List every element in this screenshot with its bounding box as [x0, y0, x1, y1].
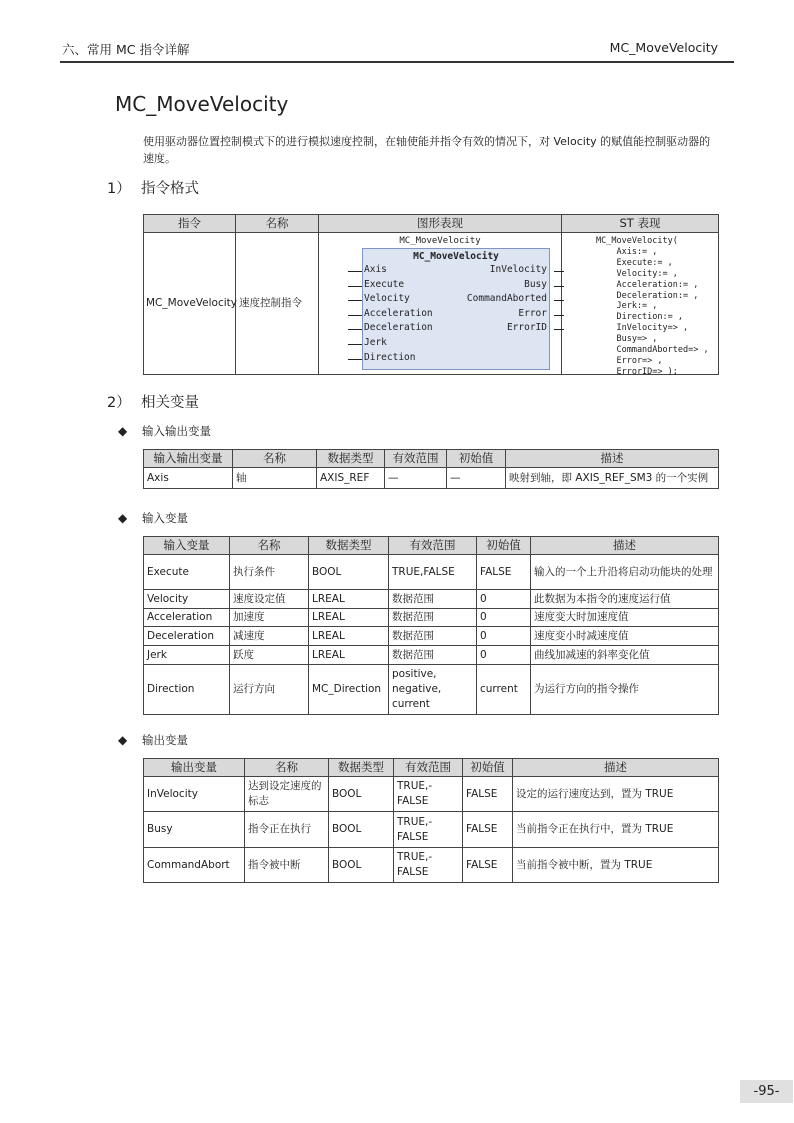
- col-header: 有效范围: [385, 450, 447, 468]
- table-cell: TRUE,-FALSE: [394, 777, 463, 812]
- table-cell: —: [447, 468, 506, 489]
- col-header: 有效范围: [394, 759, 463, 777]
- input-pin-label: Velocity: [364, 293, 410, 305]
- table-cell: 当前指令被中断，置为 TRUE: [513, 848, 719, 883]
- table-row: [144, 555, 719, 590]
- table-cell: 速度设定值: [230, 590, 309, 609]
- col-header: 指令: [144, 215, 236, 233]
- table-cell: Axis: [144, 468, 233, 489]
- fb-type-name: MC_MoveVelocity: [413, 251, 499, 262]
- format-table: [143, 214, 719, 375]
- table-cell: LREAL: [309, 609, 389, 627]
- col-header: 数据类型: [329, 759, 394, 777]
- table-cell: positive, negative, current: [389, 665, 477, 715]
- table-cell: 为运行方向的指令操作: [531, 665, 719, 715]
- table-cell: Jerk: [144, 646, 230, 665]
- table-cell: MC_Direction: [309, 665, 389, 715]
- col-header: 描述: [506, 450, 719, 468]
- col-header: 描述: [513, 759, 719, 777]
- table-cell: LREAL: [309, 590, 389, 609]
- table-cell: Deceleration: [144, 627, 230, 646]
- table-row: [144, 609, 719, 627]
- table-row: [144, 848, 719, 883]
- intro-paragraph: 使用驱动器位置控制模式下的进行模拟速度控制，在轴使能并指令有效的情况下，对 Velocity 的赋值能控制驱动器的速度。: [143, 135, 711, 165]
- table-row: [144, 468, 719, 489]
- table-cell: 指令正在执行: [245, 812, 329, 848]
- header-rule: [60, 61, 734, 63]
- subheading-label: 输入变量: [142, 511, 188, 525]
- table-cell: 映射到轴，即 AXIS_REF_SM3 的一个实例: [506, 468, 719, 489]
- table-cell: 0: [477, 590, 531, 609]
- section-label: 指令格式: [141, 181, 199, 197]
- col-header: 图形表现: [319, 215, 562, 233]
- table-cell: FALSE: [463, 848, 513, 883]
- col-header: 初始值: [477, 537, 531, 555]
- page-number: -95-: [740, 1080, 793, 1103]
- table-row: [144, 646, 719, 665]
- input-pin-label: Axis: [364, 264, 387, 275]
- subheading-label: 输出变量: [142, 733, 188, 747]
- table-row: [144, 812, 719, 848]
- table-cell: 0: [477, 609, 531, 627]
- table-cell: 速度变大时加速度值: [531, 609, 719, 627]
- section-number: 1）: [107, 181, 131, 197]
- col-header: 名称: [230, 537, 309, 555]
- table-cell: BOOL: [329, 812, 394, 848]
- table-cell: 曲线加减速的斜率变化值: [531, 646, 719, 665]
- name-cell: 速度控制指令: [236, 233, 319, 375]
- fb-diagram-cell: [319, 233, 562, 375]
- table-cell: BOOL: [329, 848, 394, 883]
- subheading-io-vars: [118, 423, 211, 439]
- col-header: 输入变量: [144, 537, 230, 555]
- table-cell: BOOL: [329, 777, 394, 812]
- diamond-bullet-icon: ◆: [118, 424, 128, 438]
- fb-instance-name: MC_MoveVelocity: [399, 236, 481, 246]
- output-pin-label: Error: [518, 307, 547, 319]
- table-cell: TRUE,-FALSE: [394, 812, 463, 848]
- col-header: 输出变量: [144, 759, 245, 777]
- function-block: [362, 248, 550, 370]
- table-cell: current: [477, 665, 531, 715]
- output-pin-label: InVelocity: [489, 264, 547, 275]
- output-pin-label: Busy: [524, 278, 547, 290]
- table-cell: 速度变小时减速度值: [531, 627, 719, 646]
- table-cell: TRUE,-FALSE: [394, 848, 463, 883]
- table-cell: 轴: [233, 468, 317, 489]
- col-header: 初始值: [447, 450, 506, 468]
- input-pin-line: [348, 300, 362, 301]
- table-row: [144, 590, 719, 609]
- table-cell: 此数据为本指令的速度运行值: [531, 590, 719, 609]
- section-number: 2）: [107, 395, 131, 411]
- table-cell: 设定的运行速度达到，置为 TRUE: [513, 777, 719, 812]
- table-cell: 数据范围: [389, 646, 477, 665]
- table-cell: LREAL: [309, 627, 389, 646]
- col-header: 名称: [233, 450, 317, 468]
- table-cell: 数据范围: [389, 627, 477, 646]
- table-row: [144, 665, 719, 715]
- table-cell: 输入的一个上升沿将启动功能块的处理: [531, 555, 719, 590]
- table-cell: Direction: [144, 665, 230, 715]
- input-pin-line: [348, 315, 362, 316]
- diamond-bullet-icon: ◆: [118, 733, 128, 747]
- table-cell: 加速度: [230, 609, 309, 627]
- section-heading-vars: [107, 391, 199, 412]
- table-cell: Acceleration: [144, 609, 230, 627]
- table-cell: 0: [477, 627, 531, 646]
- col-header: 描述: [531, 537, 719, 555]
- table-cell: TRUE,FALSE: [389, 555, 477, 590]
- page-title: MC_MoveVelocity: [115, 92, 289, 116]
- table-cell: Velocity: [144, 590, 230, 609]
- input-pin-label: Execute: [364, 278, 405, 290]
- table-cell: 数据范围: [389, 590, 477, 609]
- table-cell: CommandAbort: [144, 848, 245, 883]
- table-cell: 0: [477, 646, 531, 665]
- diamond-bullet-icon: ◆: [118, 511, 128, 525]
- input-pin-line: [348, 271, 362, 272]
- input-vars-table: [143, 536, 719, 715]
- subheading-in-vars: [118, 510, 188, 526]
- subheading-out-vars: [118, 732, 188, 748]
- table-cell: 达到设定速度的标志: [245, 777, 329, 812]
- subheading-label: 输入输出变量: [142, 424, 211, 438]
- table-cell: 运行方向: [230, 665, 309, 715]
- section-label: 相关变量: [141, 395, 199, 411]
- table-cell: Busy: [144, 812, 245, 848]
- input-pin-line: [348, 329, 362, 330]
- table-cell: 当前指令正在执行中，置为 TRUE: [513, 812, 719, 848]
- section-heading-format: [107, 177, 199, 198]
- table-cell: Execute: [144, 555, 230, 590]
- col-header: ST 表现: [562, 215, 719, 233]
- input-pin-line: [348, 359, 362, 360]
- col-header: 数据类型: [309, 537, 389, 555]
- table-row: [144, 627, 719, 646]
- input-pin-label: Acceleration: [364, 307, 433, 319]
- table-cell: 执行条件: [230, 555, 309, 590]
- col-header: 输入输出变量: [144, 450, 233, 468]
- input-pin-line: [348, 344, 362, 345]
- instruction-cell: MC_MoveVelocity: [144, 233, 236, 375]
- table-cell: LREAL: [309, 646, 389, 665]
- table-cell: AXIS_REF: [317, 468, 385, 489]
- col-header: 名称: [236, 215, 319, 233]
- header-chapter: 六、常用 MC 指令详解: [62, 42, 190, 57]
- table-cell: 减速度: [230, 627, 309, 646]
- header-section: MC_MoveVelocity: [609, 40, 718, 55]
- io-vars-table: [143, 449, 719, 489]
- table-row: [144, 777, 719, 812]
- input-pin-label: Direction: [364, 351, 416, 363]
- col-header: 名称: [245, 759, 329, 777]
- table-cell: 指令被中断: [245, 848, 329, 883]
- table-cell: FALSE: [477, 555, 531, 590]
- table-cell: InVelocity: [144, 777, 245, 812]
- table-cell: BOOL: [309, 555, 389, 590]
- col-header: 初始值: [463, 759, 513, 777]
- output-vars-table: [143, 758, 719, 883]
- input-pin-label: Jerk: [364, 337, 387, 348]
- input-pin-line: [348, 286, 362, 287]
- col-header: 数据类型: [317, 450, 385, 468]
- table-cell: —: [385, 468, 447, 489]
- st-cell: [562, 233, 719, 375]
- input-pin-label: Deceleration: [364, 322, 433, 334]
- st-code: MC_MoveVelocity( Axis:= , Execute:= , Velocity:= , Acceleration:= , Deceleration:= , Jerk:= , Direction:= , InVelocity=> , Busy=> , CommandAborted=> , Error=> , ErrorID=> );: [596, 236, 709, 377]
- table-cell: FALSE: [463, 812, 513, 848]
- output-pin-label: ErrorID: [506, 322, 547, 334]
- table-cell: FALSE: [463, 777, 513, 812]
- col-header: 有效范围: [389, 537, 477, 555]
- table-cell: 数据范围: [389, 609, 477, 627]
- table-cell: 跃度: [230, 646, 309, 665]
- output-pin-label: CommandAborted: [466, 293, 547, 305]
